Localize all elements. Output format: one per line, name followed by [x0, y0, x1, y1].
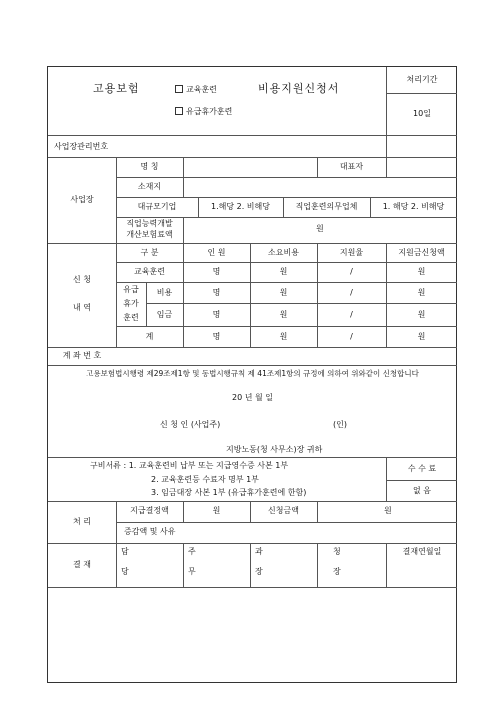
paid-leave-label-3: 훈련: [123, 313, 139, 322]
unit-person: 명: [212, 288, 221, 297]
rule: [183, 543, 184, 587]
row-training-label: 교육훈련: [134, 267, 165, 276]
rule: [48, 157, 457, 158]
application-form: [47, 66, 457, 683]
premium-label-line2: 개산보험료액: [126, 230, 173, 239]
rule: [116, 217, 457, 218]
applicant-label: 신 청 인 (사업주): [160, 420, 221, 429]
rule: [116, 522, 457, 523]
rule: [183, 157, 184, 197]
approver-director-2: 장: [333, 567, 341, 576]
rule: [116, 177, 457, 178]
statement-text: 고용보험법시행령 제29조제1항 및 동법시행규칙 제 41조제1항의 규정에 의하여 위와같이 신청합니다: [86, 369, 419, 378]
requested-amount-label: 신청금액: [268, 506, 299, 515]
unit-won: 원: [279, 332, 288, 341]
mandatory-training-label: 직업훈련의무업체: [295, 202, 358, 211]
approver-chief-1: 주: [188, 547, 196, 556]
premium-unit: 원: [316, 224, 324, 233]
col-category: 구 분: [140, 248, 159, 257]
checkbox[interactable]: [175, 85, 183, 93]
workplace-section-label: 사업장: [70, 195, 94, 204]
rule: [250, 543, 251, 587]
date-line: 20 년 월 일: [232, 393, 273, 402]
option-training[interactable]: [175, 85, 217, 95]
rule: [48, 365, 457, 366]
application-label-line2: 내 역: [73, 303, 91, 312]
rule: [48, 347, 457, 348]
rule: [116, 197, 457, 198]
col-cost: 소요비용: [268, 248, 299, 257]
rule: [48, 243, 457, 244]
option-training-label: 교육훈련: [186, 85, 217, 94]
premium-label-line1: 직업능력개발: [126, 219, 173, 228]
approver-staff-1: 담: [121, 547, 129, 556]
attachment-3: 3. 임금대장 사본 1부 (유급휴가훈련에 한함): [151, 488, 307, 497]
paid-leave-label-2: 휴가: [123, 299, 139, 308]
processing-section-label: 처 리: [73, 517, 91, 526]
unit-won: 원: [279, 310, 288, 319]
unit-slash: /: [350, 332, 353, 341]
rule: [48, 587, 457, 588]
unit-slash: /: [350, 288, 353, 297]
approver-section-head-2: 장: [255, 567, 263, 576]
processing-period-value: 10일: [413, 109, 431, 118]
name-label: 명 칭: [140, 162, 159, 171]
row-wage-label: 임금: [156, 310, 173, 319]
option-paid-leave[interactable]: [175, 107, 232, 117]
unit-won: 원: [279, 267, 288, 276]
form-title: 비용지원신청서: [258, 82, 340, 95]
decided-amount-label: 지급결정액: [130, 506, 169, 515]
addressee: 지방노동(청 사무소)장 귀하: [226, 445, 323, 454]
unit-slash: /: [350, 310, 353, 319]
seal-mark: (인): [333, 420, 347, 429]
rule: [386, 157, 387, 177]
rule: [116, 262, 457, 263]
insurance-title: 고용보험: [93, 82, 140, 95]
unit-won: 원: [417, 288, 426, 297]
approver-chief-2: 무: [188, 567, 196, 576]
checkbox[interactable]: [175, 107, 183, 115]
rule: [116, 282, 457, 283]
fee-label: 수 수 료: [407, 464, 437, 473]
application-label-line1: 신 청: [73, 275, 91, 284]
attachment-2: 2. 교육훈련등 수료자 명부 1부: [151, 475, 259, 484]
adjust-label: 증감액 및 사유: [124, 527, 176, 536]
account-label: 계 좌 번 호: [62, 351, 102, 360]
rule: [146, 303, 457, 304]
unit-won: 원: [417, 267, 426, 276]
requested-amount-unit: 원: [384, 506, 392, 515]
fee-value: 없 음: [413, 486, 431, 495]
rule: [183, 217, 184, 243]
approval-section-label: 결 재: [73, 560, 91, 569]
unit-person: 명: [212, 332, 221, 341]
processing-period-label: 처리기간: [406, 75, 438, 84]
row-total-label: 계: [145, 332, 154, 341]
unit-won: 원: [417, 310, 426, 319]
decided-amount-unit: 원: [212, 506, 221, 515]
rule: [386, 480, 457, 481]
rule: [317, 501, 318, 522]
large-firm-options: 1.해당 2. 비해당: [211, 202, 270, 211]
col-amount: 지원금신청액: [398, 248, 445, 257]
approver-section-head-1: 과: [255, 547, 263, 556]
paid-leave-label-1: 유급: [123, 285, 139, 294]
approver-staff-2: 당: [121, 567, 129, 576]
unit-slash: /: [350, 267, 353, 276]
representative-label: 대표자: [339, 162, 364, 171]
rule: [48, 501, 457, 502]
rule: [48, 543, 457, 544]
unit-won: 원: [279, 288, 288, 297]
attachment-1: 구비서류 : 1. 교육훈련비 납부 또는 지급영수증 사본 1부: [90, 461, 289, 470]
rule: [116, 326, 457, 327]
rule: [48, 457, 457, 458]
unit-person: 명: [212, 310, 221, 319]
site-mgmt-no-label: 사업장관리번호: [54, 142, 109, 151]
rule: [317, 543, 318, 587]
unit-won: 원: [417, 332, 426, 341]
col-rate: 지원율: [339, 248, 364, 257]
rule: [48, 135, 457, 136]
rule: [386, 135, 387, 157]
rule: [386, 93, 457, 94]
address-label: 소재지: [137, 182, 162, 191]
approver-director-1: 청: [333, 547, 341, 556]
row-cost-label: 비용: [156, 288, 173, 297]
large-firm-label: 대규모기업: [137, 202, 177, 211]
approval-date-label: 결재연월일: [402, 547, 442, 556]
col-headcount: 인 원: [207, 248, 226, 257]
option-paid-leave-label: 유급휴가훈련: [186, 107, 233, 116]
mandatory-training-options: 1. 해당 2. 비해당: [382, 202, 445, 211]
unit-person: 명: [212, 267, 221, 276]
